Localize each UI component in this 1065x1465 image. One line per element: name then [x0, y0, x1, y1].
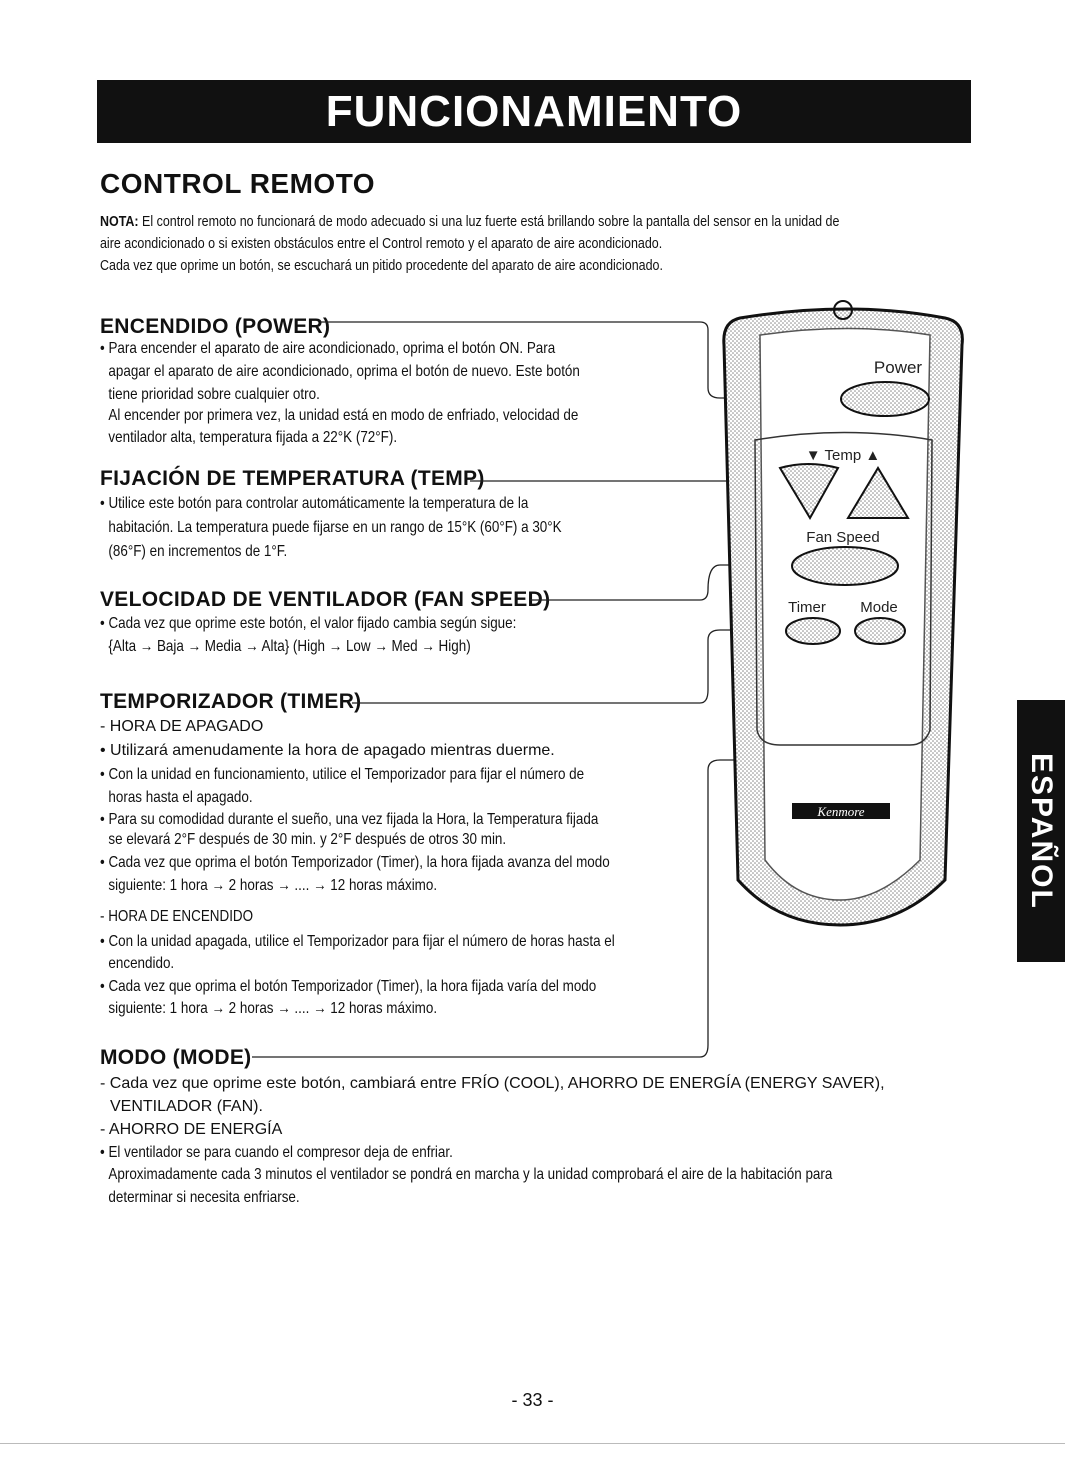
timer-line: horas hasta el apagado.: [108, 789, 253, 806]
mode-highlight-line: VENTILADOR (FAN).: [110, 1098, 263, 1115]
page-title: FUNCIONAMIENTO: [325, 86, 743, 136]
temp-line: • Utilice este botón para controlar automáticamente la temperatura de la: [100, 495, 529, 512]
timer-line: se elevará 2°F después de 30 min. y 2°F después de otros 30 min.: [108, 831, 507, 848]
timer-title: TEMPORIZADOR (TIMER): [100, 690, 362, 713]
fan-speed-button: [792, 547, 898, 585]
fan-title: VELOCIDAD DE VENTILADOR (FAN SPEED): [100, 588, 551, 611]
mode-highlight-line: - Cada vez que oprime este botón, cambiará entre FRÍO (COOL), AHORRO DE ENERGÍA (ENERGY SAVER),: [100, 1075, 885, 1092]
mode-label: Mode: [860, 599, 898, 616]
timer-line: siguiente: 1 hora → 2 horas → .... → 12 horas máximo.: [108, 1000, 438, 1017]
power-title: ENCENDIDO (POWER): [100, 315, 331, 338]
timer-line: • Cada vez que oprima el botón Temporizador (Timer), la hora fijada avanza del modo: [100, 854, 610, 871]
fan-line: • Cada vez que oprime este botón, el valor fijado cambia según sigue:: [100, 615, 517, 632]
temp-line: (86°F) en incrementos de 1°F.: [108, 543, 288, 560]
page-number: - 33 -: [511, 1390, 554, 1410]
bottom-rule: [0, 1443, 1065, 1444]
timer-subheading: - HORA DE APAGADO: [100, 718, 264, 735]
language-side-tab: [1017, 700, 1065, 962]
timer-button: [786, 618, 840, 644]
power-line: apagar el aparato de aire acondicionado, oprima el botón de nuevo. Este botón: [108, 363, 580, 380]
temp-title: FIJACIÓN DE TEMPERATURA (TEMP): [100, 467, 485, 490]
mode-title: MODO (MODE): [100, 1046, 252, 1069]
mode-line: Aproximadamente cada 3 minutos el ventilador se pondrá en marcha y la unidad comprobará el aire de la habitación para: [108, 1166, 833, 1183]
fan-speed-label: Fan Speed: [806, 529, 880, 546]
timer-leader-line: [352, 630, 790, 703]
mode-subheading: - AHORRO DE ENERGÍA: [100, 1121, 283, 1138]
power-label: Power: [873, 358, 923, 377]
power-line: Al encender por primera vez, la unidad está en modo de enfriado, velocidad de: [108, 407, 579, 424]
timer-label: Timer: [788, 599, 826, 616]
timer-line: • Con la unidad apagada, utilice el Temporizador para fijar el número de horas hasta el: [100, 933, 615, 950]
timer-line: • Cada vez que oprima el botón Temporizador (Timer), la hora fijada varía del modo: [100, 978, 597, 995]
power-line: • Para encender el aparato de aire acondicionado, oprima el botón ON. Para: [100, 340, 556, 357]
temp-line: habitación. La temperatura puede fijarse en un rango de 15°K (60°F) a 30°K: [108, 519, 562, 536]
note-line-2: aire acondicionado o si existen obstáculos entre el Control remoto y el aparato de aire acondicionado.: [100, 236, 663, 252]
power-line: ventilador alta, temperatura fijada a 22°K (72°F).: [108, 429, 398, 446]
mode-line: • El ventilador se para cuando el compresor deja de enfriar.: [100, 1144, 453, 1161]
timer-line: • Con la unidad en funcionamiento, utilice el Temporizador para fijar el número de: [100, 766, 585, 783]
power-button: [841, 382, 929, 416]
timer-line: siguiente: 1 hora → 2 horas → .... → 12 horas máximo.: [108, 877, 438, 894]
mode-line: determinar si necesita enfriarse.: [108, 1189, 300, 1206]
mode-button: [855, 618, 905, 644]
timer-subheading: - HORA DE ENCENDIDO: [100, 908, 254, 925]
note-text: El control remoto no funcionará de modo adecuado si una luz fuerte está brillando sobre la pantalla del sensor en la unidad de: [138, 214, 840, 230]
language-label: ESPAÑOL: [1025, 752, 1058, 910]
section-heading: CONTROL REMOTO: [100, 168, 376, 199]
note-line-3: Cada vez que oprime un botón, se escuchará un pitido procedente del aparato de aire acondicionado.: [100, 258, 663, 274]
timer-highlight-line: • Utilizará amenudamente la hora de apagado mientras duerme.: [100, 742, 555, 759]
timer-line: • Para su comodidad durante el sueño, una vez fijada la Hora, la Temperatura fijada: [100, 811, 599, 828]
timer-line: encendido.: [108, 955, 175, 972]
temp-label: ▼ Temp ▲: [805, 447, 881, 464]
note-label: NOTA:: [100, 214, 139, 230]
fan-line: {Alta → Baja → Media → Alta} (High → Low → Med → High): [108, 638, 471, 655]
power-line: tiene prioridad sobre cualquier otro.: [108, 386, 320, 403]
brand-logo-text: Kenmore: [817, 804, 865, 819]
